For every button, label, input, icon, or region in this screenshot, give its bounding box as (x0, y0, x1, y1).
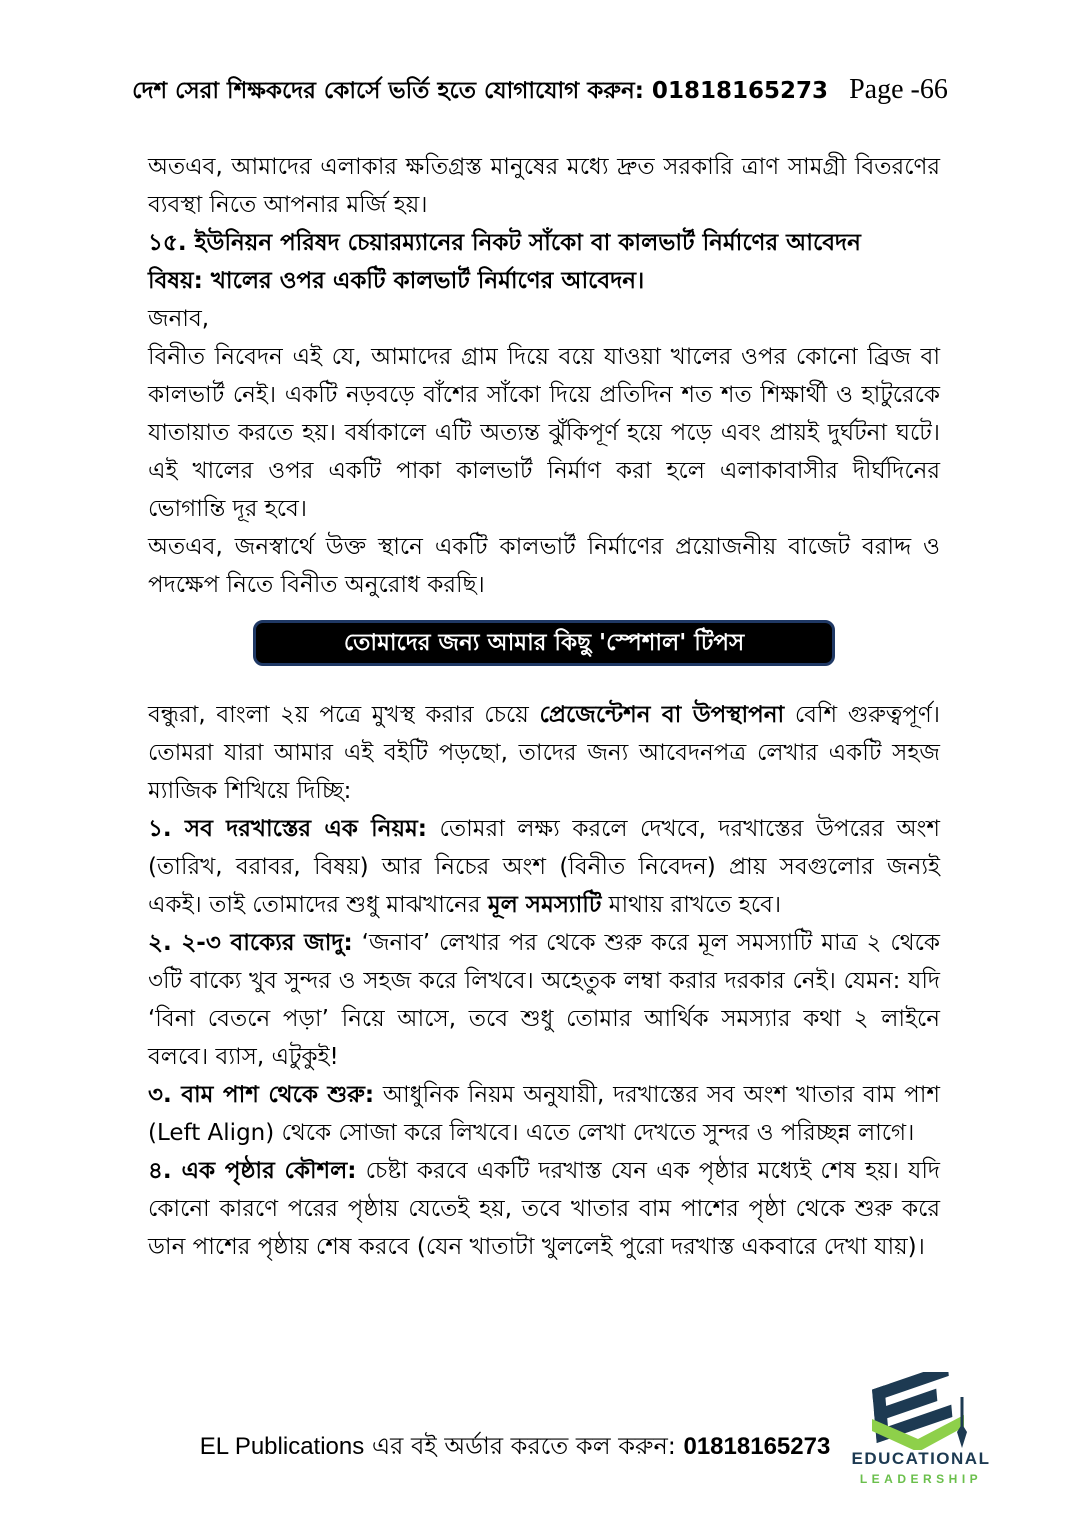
header-contact-text: দেশ সেরা শিক্ষকদের কোর্সে ভর্তি হতে যোগাযোগ করুন: 01818165273 (132, 78, 828, 104)
tip-4-text: চেষ্টা করবে একটি দরখাস্ত যেন এক পৃষ্ঠার মধ্যেই শেষ হয়। যদি কোনো কারণে পরের পৃষ্ঠায় যেতেই হয়, তবে খাতার বাম পাশের পৃষ্ঠা থেকে শুরু করে ডান পাশের পৃষ্ঠায় শেষ করবে (যেন খাতাটা খুললেই পুরো দরখাস্ত একবারে দেখা যায়)। (148, 1158, 940, 1260)
page-content (148, 148, 940, 1266)
letter-body: বিনীত নিবেদন এই যে, আমাদের গ্রাম দিয়ে বয়ে যাওয়া খালের ওপর কোনো ব্রিজ বা কালভার্ট নেই। একটি নড়বড়ে বাঁশের সাঁকো দিয়ে প্রতিদিন শত শত শিক্ষার্থী ও হাটুরেকে যাতায়াত করতে হয়। বর্ষাকালে এটি অত্যন্ত ঝুঁকিপূর্ণ হয়ে পড়ে এবং প্রায়ই দুর্ঘটনা ঘটে। এই খালের ওপর একটি পাকা কালভার্ট নির্মাণ করা হলে এলাকাবাসীর দীর্ঘদিনের ভোগান্তি দূর হবে। (148, 344, 940, 522)
footer-text: এর বই অর্ডার করতে কল করুন: (364, 1432, 684, 1460)
graduation-cap-icon (846, 1372, 996, 1450)
tip-1-post: মাথায় রাখতে হবে। (601, 892, 782, 918)
tip-item-3 (148, 1076, 940, 1152)
logo-wordmark-educational: EDUCATIONAL (851, 1449, 991, 1468)
letter-closing: অতএব, জনস্বার্থে উক্ত স্থানে একটি কালভার্ট নির্মাণের প্রয়োজনীয় বাজেট বরাদ্দ ও পদক্ষেপ নিতে বিনীত অনুরোধ করছি। (148, 534, 940, 598)
letter-salutation: জনাব, (148, 306, 210, 332)
tip-1-label: ১. সব দরখাস্তের এক নিয়ম: (148, 816, 427, 842)
tip-3-text: আধুনিক নিয়ম অনুযায়ী, দরখাস্তের সব অংশ খাতার বাম পাশ (Left Align) থেকে সোজা করে লিখবে। এতে লেখা দেখতে সুন্দর ও পরিচ্ছন্ন লাগে। (148, 1082, 941, 1146)
special-tips-banner: তোমাদের জন্য আমার কিছু 'স্পেশাল' টিপস (253, 620, 835, 666)
footer-phone-number: 01818165273 (683, 1433, 831, 1460)
el-publications-logo (826, 1372, 1016, 1486)
tips-intro (148, 696, 940, 810)
tips-intro-bold: প্রেজেন্টেশন বা উপস্থাপনা (539, 702, 785, 728)
tip-item-4 (148, 1152, 940, 1266)
tip-3-label: ৩. বাম পাশ থেকে শুরু: (148, 1082, 375, 1108)
tip-1-bold: মূল সমস্যাটি (487, 892, 602, 918)
tip-2-text: ‘জনাব’ লেখার পর থেকে শুরু করে মূল সমস্যাটি মাত্র ২ থেকে ৩টি বাক্যে খুব সুন্দর ও সহজ করে লিখবে। অহেতুক লম্বা করার দরকার নেই। যেমন: যদি ‘বিনা বেতনে পড়া’ নিয়ে আসে, তবে শুধু তোমার আর্থিক সমস্যার কথা ২ লাইনে বলবে। ব্যাস, এটুকুই! (148, 930, 940, 1070)
tip-item-2 (148, 924, 940, 1076)
tips-intro-pre: বন্ধুরা, বাংলা ২য় পত্রে মুখস্থ করার চেয়ে (148, 702, 540, 728)
letter-subject-line: বিষয়: খালের ওপর একটি কালভার্ট নির্মাণের আবেদন। (148, 268, 645, 294)
letter-paragraph-conclusion-prev: অতএব, আমাদের এলাকার ক্ষতিগ্রস্ত মানুষের মধ্যে দ্রুত সরকারি ত্রাণ সামগ্রী বিতরণের ব্যবস্থা নিতে আপনার মর্জি হয়। (148, 154, 940, 218)
brand-name: EL Publications (199, 1433, 365, 1460)
logo-wordmark-leadership: LEADERSHIP (859, 1471, 983, 1486)
tip-item-1 (148, 810, 940, 924)
letter-heading: ১৫. ইউনিয়ন পরিষদ চেয়ারম্যানের নিকট সাঁকো বা কালভার্ট নির্মাণের আবেদন (148, 230, 861, 256)
page-number: Page -66 (849, 74, 948, 105)
tips-intro-post: বেশি গুরুত্বপূর্ণ। তোমরা যারা আমার এই বইটি পড়ছো, তাদের জন্য আবেদনপত্র লেখার একটি সহজ ম্যাজিক শিখিয়ে দিচ্ছি: (148, 702, 940, 804)
page-header (0, 72, 1080, 111)
tip-1-text: তোমরা লক্ষ্য করলে দেখবে, দরখাস্তের উপরের অংশ (তারিখ, বরাবর, বিষয়) আর নিচের অংশ (বিনীত নিবেদন) প্রায় সবগুলোর জন্যই একই। তাই তোমাদের শুধু মাঝখানের (148, 816, 940, 918)
tip-2-label: ২. ২-৩ বাক্যের জাদু: (148, 930, 353, 956)
tip-4-label: ৪. এক পৃষ্ঠার কৌশল: (148, 1158, 357, 1184)
